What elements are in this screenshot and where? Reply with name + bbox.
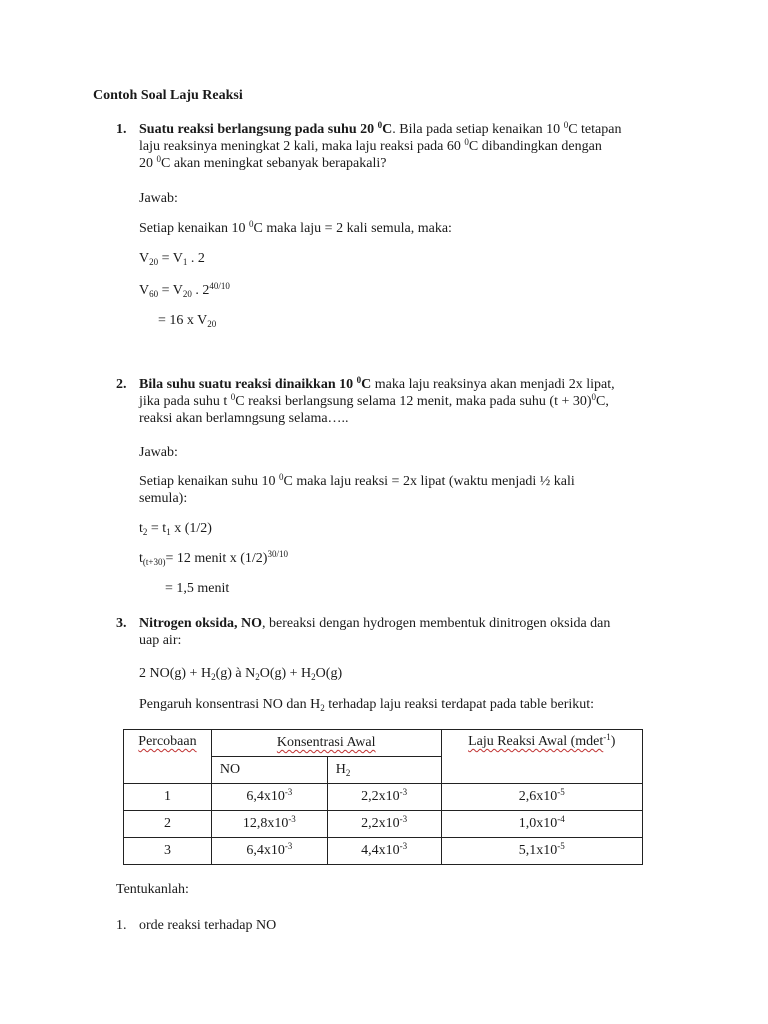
cell-h2: $4,4x10^{-3}$ — [327, 838, 441, 865]
header-laju-reaksi: Laju Reaksi Awal (mdet$^{-1}$) — [441, 730, 643, 784]
cell-percobaan: 3 — [124, 838, 212, 865]
cell-h2: $2,2x10^{-3}$ — [327, 784, 441, 811]
cell-h2: $2,2x10^{-3}$ — [327, 811, 441, 838]
table-row — [124, 838, 643, 865]
q3-line1: Nitrogen oksida, NO, bereaksi dengan hydrogen membentuk dinitrogen oksida dan — [139, 616, 611, 631]
q3-reaction: 2 $NO(g) + H_2(g)$ à $N_2O(g) + H_2O(g)$ — [139, 666, 343, 682]
q2-equation-2: $t_{(t+30)}= 12$ menit x $(1/2)^{30/10}$ — [139, 549, 288, 567]
header-percobaan: Percobaan — [124, 730, 212, 784]
cell-no: $12,8x10^{-3}$ — [211, 811, 327, 838]
header-konsentrasi-awal: Konsentrasi Awal — [211, 730, 441, 757]
reaction-rate-table — [123, 729, 643, 865]
cell-no: $6,4x10^{-3}$ — [211, 838, 327, 865]
q2-equation-1: $t_2 = t_1$ x (1/2) — [139, 521, 212, 537]
q2-line3: reaksi akan berlamngsung selama….. — [139, 411, 349, 426]
q2-jawab: Jawab: — [139, 445, 178, 460]
q2-equation-3: = 1,5 menit — [165, 581, 230, 596]
cell-no: $6,4x10^{-3}$ — [211, 784, 327, 811]
table-header-row — [124, 730, 643, 757]
q1-equation-2: $V_{60} = V_{20}$ . $2^{40/10}$ — [139, 281, 230, 299]
q2-solution-text-2: semula): — [139, 491, 188, 506]
table-row — [124, 784, 643, 811]
q1-solution-text: Setiap kenaikan 10 $^0$C maka laju = 2 kali semula, maka: — [139, 219, 452, 236]
header-no: NO — [211, 757, 327, 784]
page-title: Contoh Soal Laju Reaksi — [93, 88, 243, 103]
q2-line1: Bila suhu suatu reaksi dinaikkan 10 $^0$C maka laju reaksinya akan menjadi 2x lipat, — [139, 375, 615, 392]
header-h2: $H_2$ — [327, 757, 441, 784]
cell-percobaan: 1 — [124, 784, 212, 811]
tentukanlah-label: Tentukanlah: — [116, 882, 189, 897]
list-item-text: orde reaksi terhadap NO — [139, 918, 277, 933]
q3-number: 3. — [116, 616, 127, 631]
q1-jawab: Jawab: — [139, 191, 178, 206]
q2-number: 2. — [116, 377, 127, 392]
cell-laju: $1,0x10^{-4}$ — [441, 811, 643, 838]
list-item-number: 1. — [116, 918, 127, 933]
q1-line3: 20 $^0$C akan meningkat sebanyak berapakali? — [139, 154, 387, 171]
q3-line2: uap air: — [139, 633, 182, 648]
cell-laju: $5,1x10^{-5}$ — [441, 838, 643, 865]
q2-solution-text: Setiap kenaikan suhu 10 $^0$C maka laju reaksi = 2x lipat (waktu menjadi ½ kali — [139, 472, 575, 489]
q2-line2: jika pada suhu t $^0$C reaksi berlangsung selama 12 menit, maka pada suhu $(t + 30)^0C$, — [139, 392, 609, 409]
q1-equation-3: = 16 x $V_{20}$ — [158, 313, 217, 329]
q1-number: 1. — [116, 122, 127, 137]
q3-table-intro: Pengaruh konsentrasi NO dan $H_2$ terhadap laju reaksi terdapat pada table berikut: — [139, 697, 595, 713]
cell-percobaan: 2 — [124, 811, 212, 838]
table-row — [124, 811, 643, 838]
q1-equation-1: $V_{20} = V_1$ . 2 — [139, 251, 205, 267]
cell-laju: $2,6x10^{-5}$ — [441, 784, 643, 811]
q1-line2: laju reaksinya meningkat 2 kali, maka laju reaksi pada 60 $^0$C dibandingkan dengan — [139, 137, 602, 154]
q1-line1: Suatu reaksi berlangsung pada suhu 20 $^0$C. Bila pada setiap kenaikan 10 $^0$C tetapan — [139, 120, 622, 137]
